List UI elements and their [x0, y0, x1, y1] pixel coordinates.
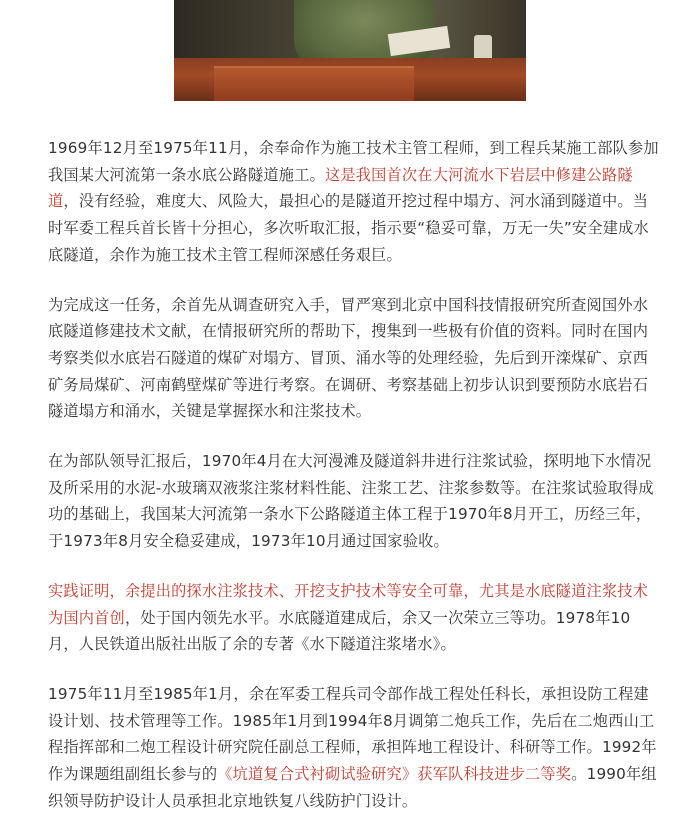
article-body — [48, 135, 660, 814]
paragraph-3-text: 在为部队领导汇报后，1970年4月在大河漫滩及隧道斜井进行注浆试验，探明地下水情况及所采用的水泥-水玻璃双液浆注浆材料性能、注浆工艺、注浆参数等。在注浆试验取得成功的基础上，我国某大河流第一条水下公路隧道主体工程于1970年8月开工，历经三年，于1973年8月安全稳妥建成，1973年10月通过国家验收。 — [48, 452, 654, 551]
paragraph-1-highlight: 这是我国首次在大河流水下岩层中修建公路隧道 — [48, 165, 633, 211]
article-photo — [174, 0, 526, 101]
paragraph-5 — [48, 681, 660, 815]
paragraph-2-text: 为完成这一任务，余首先从调查研究入手，冒严寒到北京中国科技情报研究所查阅国外水底隧道修建技术文献，在情报研究所的帮助下，搜集到一些极有价值的资料。同时在国内考察类似水底岩石隧道的煤矿对塌方、冒顶、涌水等的处理经验，先后到开滦煤矿、京西矿务局煤矿、河南鹤壁煤矿等进行考察。在调研、考察基础上初步认识到要预防水底岩石隧道塌方和涌水，关键是掌握探水和注浆技术。 — [48, 295, 649, 421]
paragraph-5-text-b: 。1990年组织领导防护设计人员承担北京地铁复八线防护门设计。 — [48, 765, 657, 810]
paragraph-5-text-a: 1975年11月至1985年1月，余在军委工程兵司令部作战工程处任科长，承担设防工程建设计划、技术管理等工作。1985年1月到1994年8月调第二炮兵工作，先后在二炮西山工程指挥部和二炮工程设计研究院任副总工程师，承担阵地工程设计、科研等工作。1992年作为课题组副组长参与的 — [48, 684, 657, 784]
paragraph-2 — [48, 292, 660, 426]
paragraph-1-text-a: 1969年12月至1975年11月，余奉命作为施工技术主管工程师，到工程兵某施工部队参加我国某大河流第一条水底公路隧道施工。 — [48, 139, 659, 184]
photo-desk-front — [214, 66, 414, 101]
paragraph-4-text: ，处于国内领先水平。水底隧道建成后，余又一次荣立三等功。1978年10月，人民铁道出版社出版了余的专著《水下隧道注浆堵水》。 — [48, 608, 631, 654]
paragraph-4 — [48, 578, 660, 658]
paragraph-3 — [48, 448, 660, 555]
paragraph-5-highlight: 《坑道复合式衬砌试验研究》获军队科技进步二等奖 — [217, 765, 572, 784]
paragraph-1-text-b: ，没有经验，难度大、风险大，最担心的是隧道开挖过程中塌方、河水涌到隧道中。当时军委工程兵首长皆十分担心，多次听取汇报，指示要“稳妥可靠，万无一失”安全建成水底隧道，余作为施工技术主管工程师深感任务艰巨。 — [48, 192, 649, 264]
paragraph-4-highlight: 实践证明，余提出的探水注浆技术、开挖支护技术等安全可靠，尤其是水底隧道注浆技术为国内首创 — [48, 581, 649, 627]
paragraph-1 — [48, 135, 660, 269]
